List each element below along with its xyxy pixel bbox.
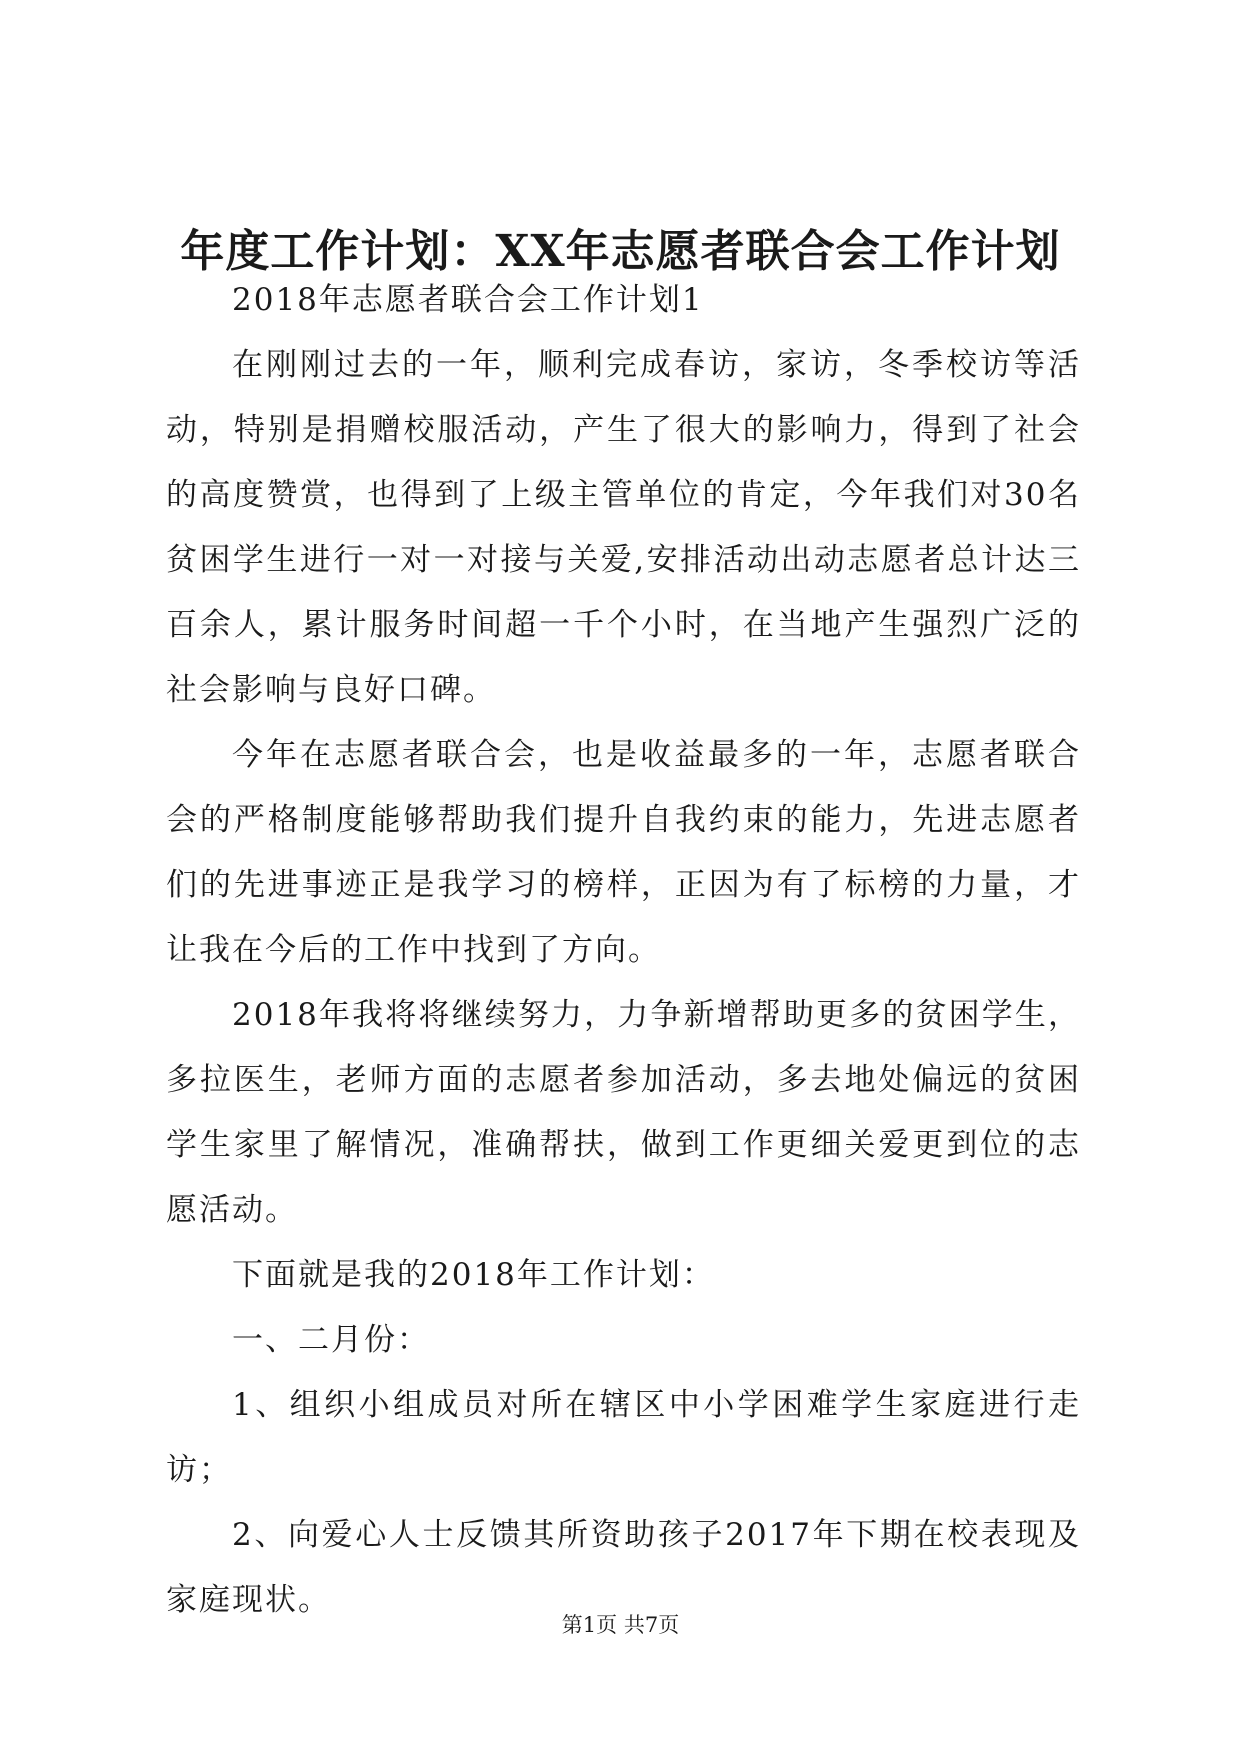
list-item: 2、向爱心人士反馈其所资助孩子2017年下期在校表现及家庭现状。 bbox=[166, 1517, 1081, 1618]
document-body bbox=[166, 268, 1081, 1633]
paragraph-goals: 2018年我将将继续努力，力争新增帮助更多的贫困学生，多拉医生，老师方面的志愿者参加活动，多去地处偏远的贫困学生家里了解情况，准确帮扶，做到工作更细关爱更到位的志愿活动。 bbox=[166, 997, 1081, 1228]
list-item: 1、组织小组成员对所在辖区中小学困难学生家庭进行走访； bbox=[166, 1387, 1081, 1488]
document-title: 年度工作计划：XX年志愿者联合会工作计划 bbox=[180, 226, 1061, 277]
paragraph-heading: 2018年志愿者联合会工作计划1 bbox=[232, 282, 704, 318]
section-heading: 一、二月份： bbox=[232, 1322, 430, 1358]
paragraph-reflection: 今年在志愿者联合会，也是收益最多的一年，志愿者联合会的严格制度能够帮助我们提升自我约束的能力，先进志愿者们的先进事迹正是我学习的榜样，正因为有了标榜的力量，才让我在今后的工作中找到了方向。 bbox=[166, 737, 1081, 968]
page-footer: 第1页 共7页 bbox=[561, 1613, 680, 1637]
paragraph-plan-intro: 下面就是我的2018年工作计划： bbox=[232, 1257, 715, 1293]
paragraph-review: 在刚刚过去的一年，顺利完成春访，家访，冬季校访等活动，特别是捐赠校服活动，产生了很大的影响力，得到了社会的高度赞赏，也得到了上级主管单位的肯定，今年我们对30名贫困学生进行一对一对接与关爱,安排活动出动志愿者总计达三百余人，累计服务时间超一千个小时，在当地产生强烈广泛的社会影响与良好口碑。 bbox=[166, 347, 1081, 708]
